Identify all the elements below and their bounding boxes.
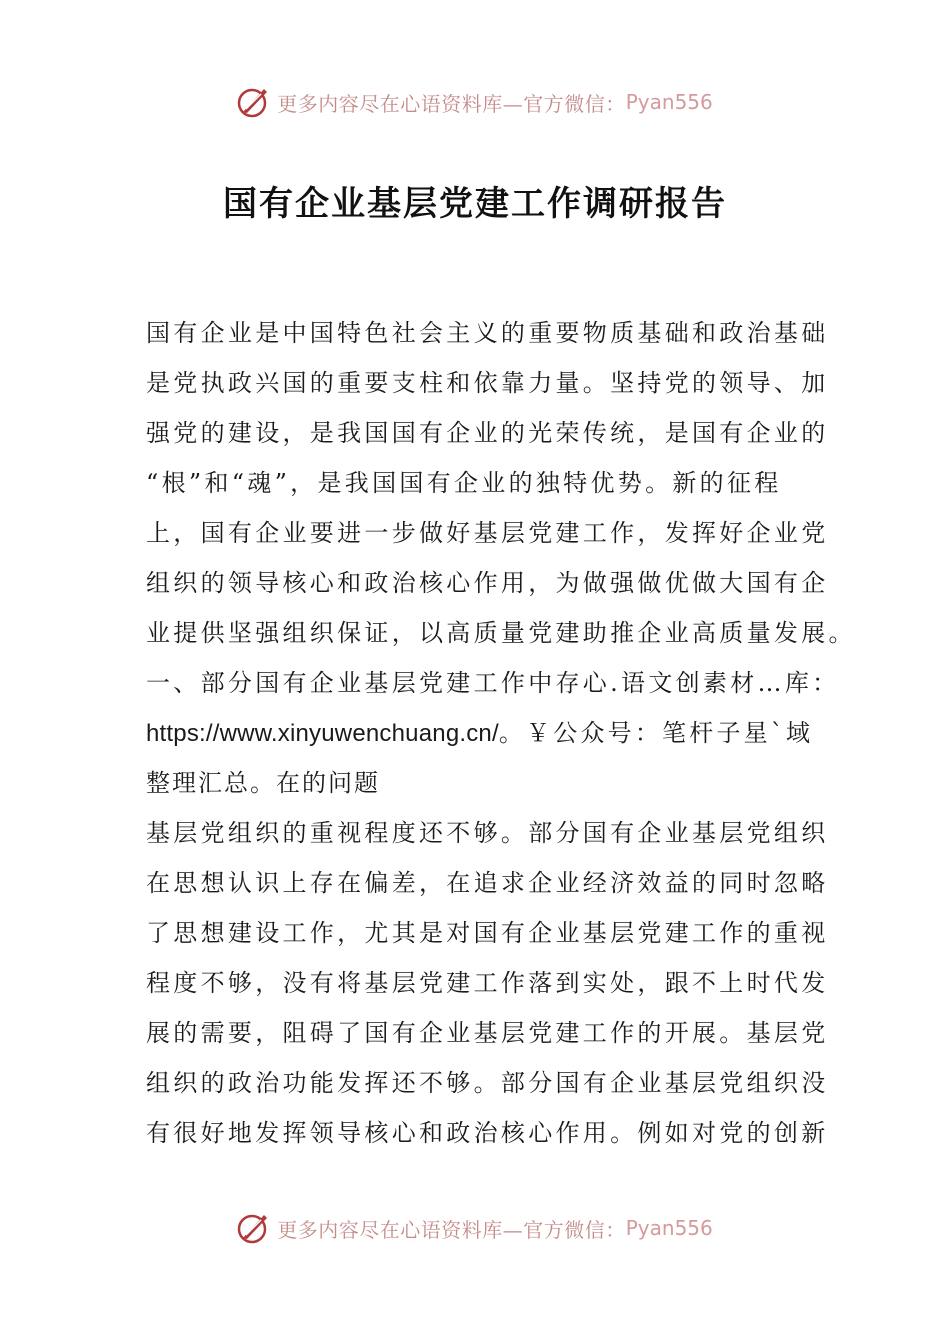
paragraph-line: 组织的领导核心和政治核心作用，为做强做优做大国有企 bbox=[146, 569, 829, 597]
section-heading-line: 一、部分国有企业基层党建工作中存心.语文创素材…库： bbox=[146, 669, 840, 697]
paragraph-line: 是党执政兴国的重要支柱和依靠力量。坚持党的领导、加 bbox=[146, 369, 829, 397]
paragraph-line: 有很好地发挥领导核心和政治核心作用。例如对党的创新 bbox=[146, 1119, 829, 1147]
document-title: 国有企业基层党建工作调研报告 bbox=[223, 184, 727, 224]
banner-text: 更多内容尽在心语资料库—官方微信： bbox=[277, 1217, 626, 1242]
paragraph-line: 基层党组织的重视程度还不够。部分国有企业基层党组织 bbox=[146, 819, 829, 847]
url-line bbox=[146, 708, 814, 758]
source-url: https://www.xinyuwenchuang.cn/ bbox=[146, 720, 499, 747]
paragraph-line: 强党的建设，是我国国有企业的光荣传统，是国有企业的 bbox=[146, 419, 829, 447]
footer-banner bbox=[0, 1208, 950, 1248]
paragraph-line: 了思想建设工作，尤其是对国有企业基层党建工作的重视 bbox=[146, 919, 829, 947]
url-line-rest: 。￥公众号：笔杆子星`域 bbox=[498, 719, 814, 747]
header-banner bbox=[0, 82, 950, 122]
paragraph-line: 程度不够，没有将基层党建工作落到实处，跟不上时代发 bbox=[146, 969, 829, 997]
paragraph-line: 业提供坚强组织保证，以高质量党建助推企业高质量发展。 bbox=[146, 619, 856, 647]
paragraph-line: 国有企业是中国特色社会主义的重要物质基础和政治基础 bbox=[146, 319, 829, 347]
quill-logo-icon bbox=[237, 1211, 271, 1245]
paragraph-line: “根”和“魂”，是我国国有企业的独特优势。新的征程 bbox=[146, 469, 782, 497]
paragraph-line: 展的需要，阻碍了国有企业基层党建工作的开展。基层党 bbox=[146, 1019, 829, 1047]
document-body bbox=[146, 308, 856, 1158]
banner-text: 更多内容尽在心语资料库—官方微信： bbox=[277, 91, 626, 116]
banner-wechat-id: Pyan556 bbox=[625, 90, 713, 114]
quill-logo-icon bbox=[237, 85, 271, 119]
paragraph-line: 在思想认识上存在偏差，在追求企业经济效益的同时忽略 bbox=[146, 869, 829, 897]
paragraph-line: 整理汇总。在的问题 bbox=[146, 769, 380, 797]
paragraph-line: 组织的政治功能发挥还不够。部分国有企业基层党组织没 bbox=[146, 1069, 829, 1097]
paragraph-line: 上，国有企业要进一步做好基层党建工作，发挥好企业党 bbox=[146, 519, 829, 547]
banner-wechat-id: Pyan556 bbox=[625, 1216, 713, 1240]
